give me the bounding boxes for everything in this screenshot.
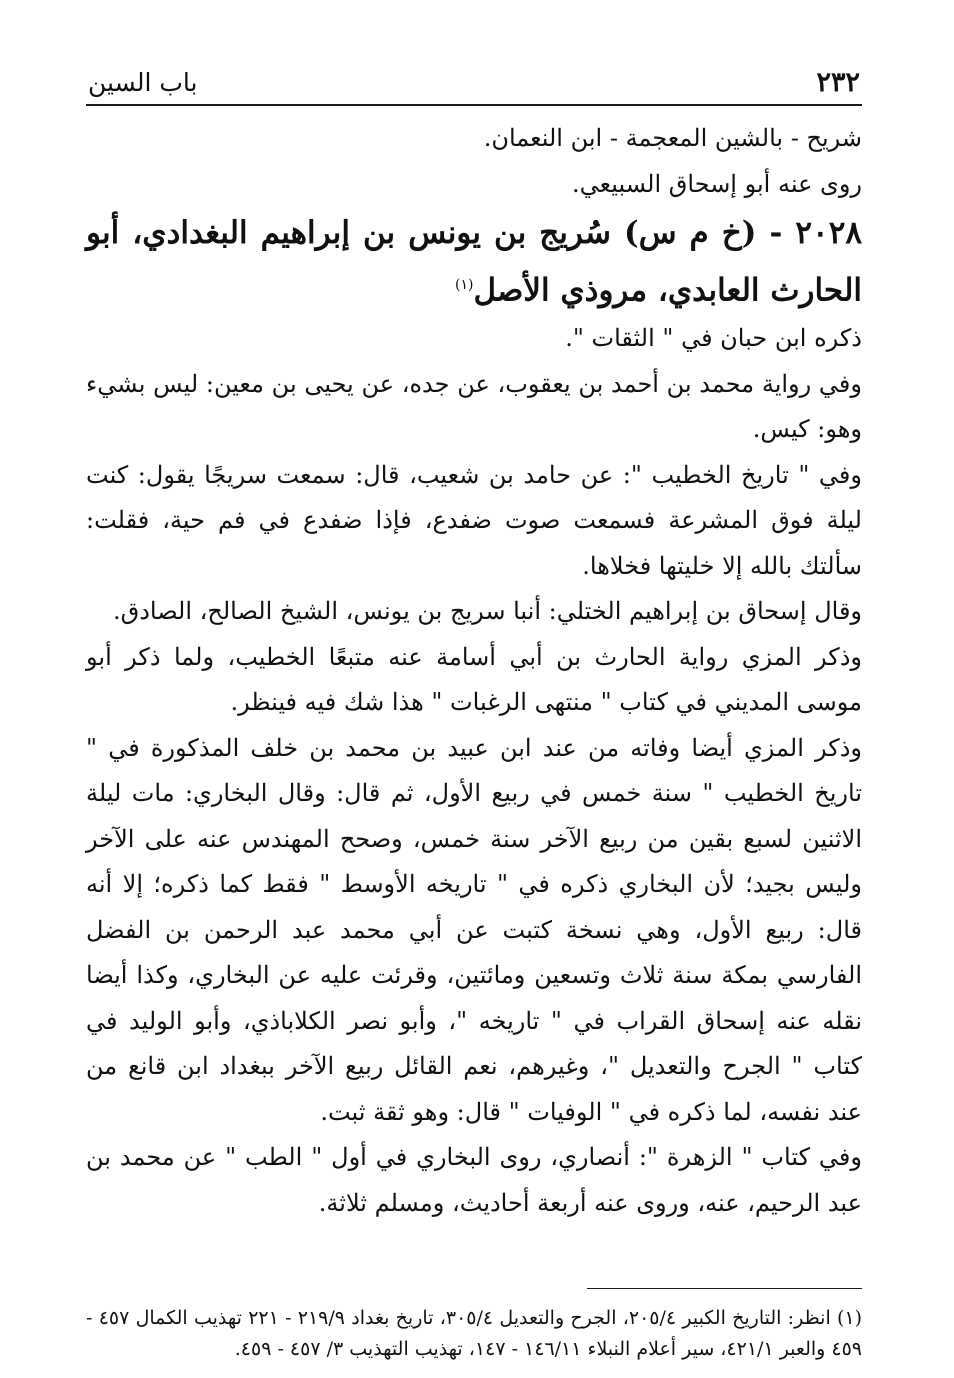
paragraph: وذكر المزي أيضا وفاته من عند ابن عبيد بن محمد بن خلف المذكورة في " تاريخ الخطيب " سنة خمس في ربيع الأول، ثم قال: وقال البخاري: مات ليلة الاثنين لسبع بقين من ربيع الآخر سنة خمس، وصحح المهندس عنه على الآخر وليس بجيد؛ لأن البخاري ذكره في " تاريخه الأوسط " فقط كما ذكره؛ إلا أنه قال: ربيع الأول، وهي نسخة كتبت عن أبي محمد عبد الرحمن بن الفضل الفارسي بمكة سنة ثلاث وتسعين ومائتين، وقرئت عليه عن البخاري، وكذا أيضا نقله عنه إسحاق القراب في " تاريخه "، وأبو نصر الكلاباذي، وأبو الوليد في كتاب " الجرح والتعديل "، وغيرهم، نعم القائل ربيع الآخر ببغداد ابن قانع من عند نفسه، لما ذكره في " الوفيات " قال: وهو ثقة ثبت. [86,733,863,1126]
page-number: ٢٣٢ [816,67,860,98]
intro-line: شريح - بالشين المعجمة - ابن النعمان. [483,124,862,152]
footnote-marker: (١) [455,277,474,293]
intro-line: روى عنه أبو إسحاق السبيعي. [572,169,862,198]
paragraph: وفي كتاب " الزهرة ": أنصاري، روى البخاري في أول " الطب " عن محمد بن عبد الرحيم، عنه، وروى عنه أربعة أحاديث، ومسلم ثلاثة. [86,1143,862,1217]
main-text [86,116,862,1226]
entry-heading [86,207,862,316]
book-page [86,62,862,1365]
entry-heading-text: ٢٠٢٨ - (خ م س) سُريج بن يونس بن إبراهيم البغدادي، أبو الحارث العابدي، مروذي الأصل [86,215,862,309]
section-title: باب السين [88,68,198,97]
running-header [86,62,862,106]
footnote [86,1303,862,1365]
paragraph: وفي " تاريخ الخطيب ": عن حامد بن شعيب، قال: سمعت سريجًا يقول: كنت ليلة فوق المشرعة فسمعت صوت ضفدع، فإذا ضفدع في فم حية، فقلت: سألتك بالله إلا خليتها فخلاها. [86,460,862,580]
paragraph: ذكره ابن حبان في " الثقات ". [565,324,862,353]
paragraph: وذكر المزي رواية الحارث بن أبي أسامة عنه متبعًا الخطيب، ولما ذكر أبو موسى المديني في كتاب " منتهى الرغبات " هذا شك فيه فينظر. [86,642,862,717]
footnote-separator [587,1288,862,1289]
footnote-text: (١) انظر: التاريخ الكبير ٢٠٥/٤، الجرح والتعديل ٣٠٥/٤، تاريخ بغداد ٢١٩/٩ - ٢٢١ تهذيب الكمال ٤٥٧ - ٤٥٩ والعبر ٤٢١/١، سير أعلام النبلاء ١٤٦/١١ - ١٤٧، تهذيب التهذيب ٣/ ٤٥٧ - ٤٥٩. [86,1307,863,1361]
paragraph: وفي رواية محمد بن أحمد بن يعقوب، عن جده، عن يحيى بن معين: ليس بشيء وهو: كيس. [86,369,862,444]
paragraph: وقال إسحاق بن إبراهيم الختلي: أنبا سريج بن يونس، الشيخ الصالح، الصادق. [112,597,862,626]
footnote-separator-wrap [86,1226,862,1303]
